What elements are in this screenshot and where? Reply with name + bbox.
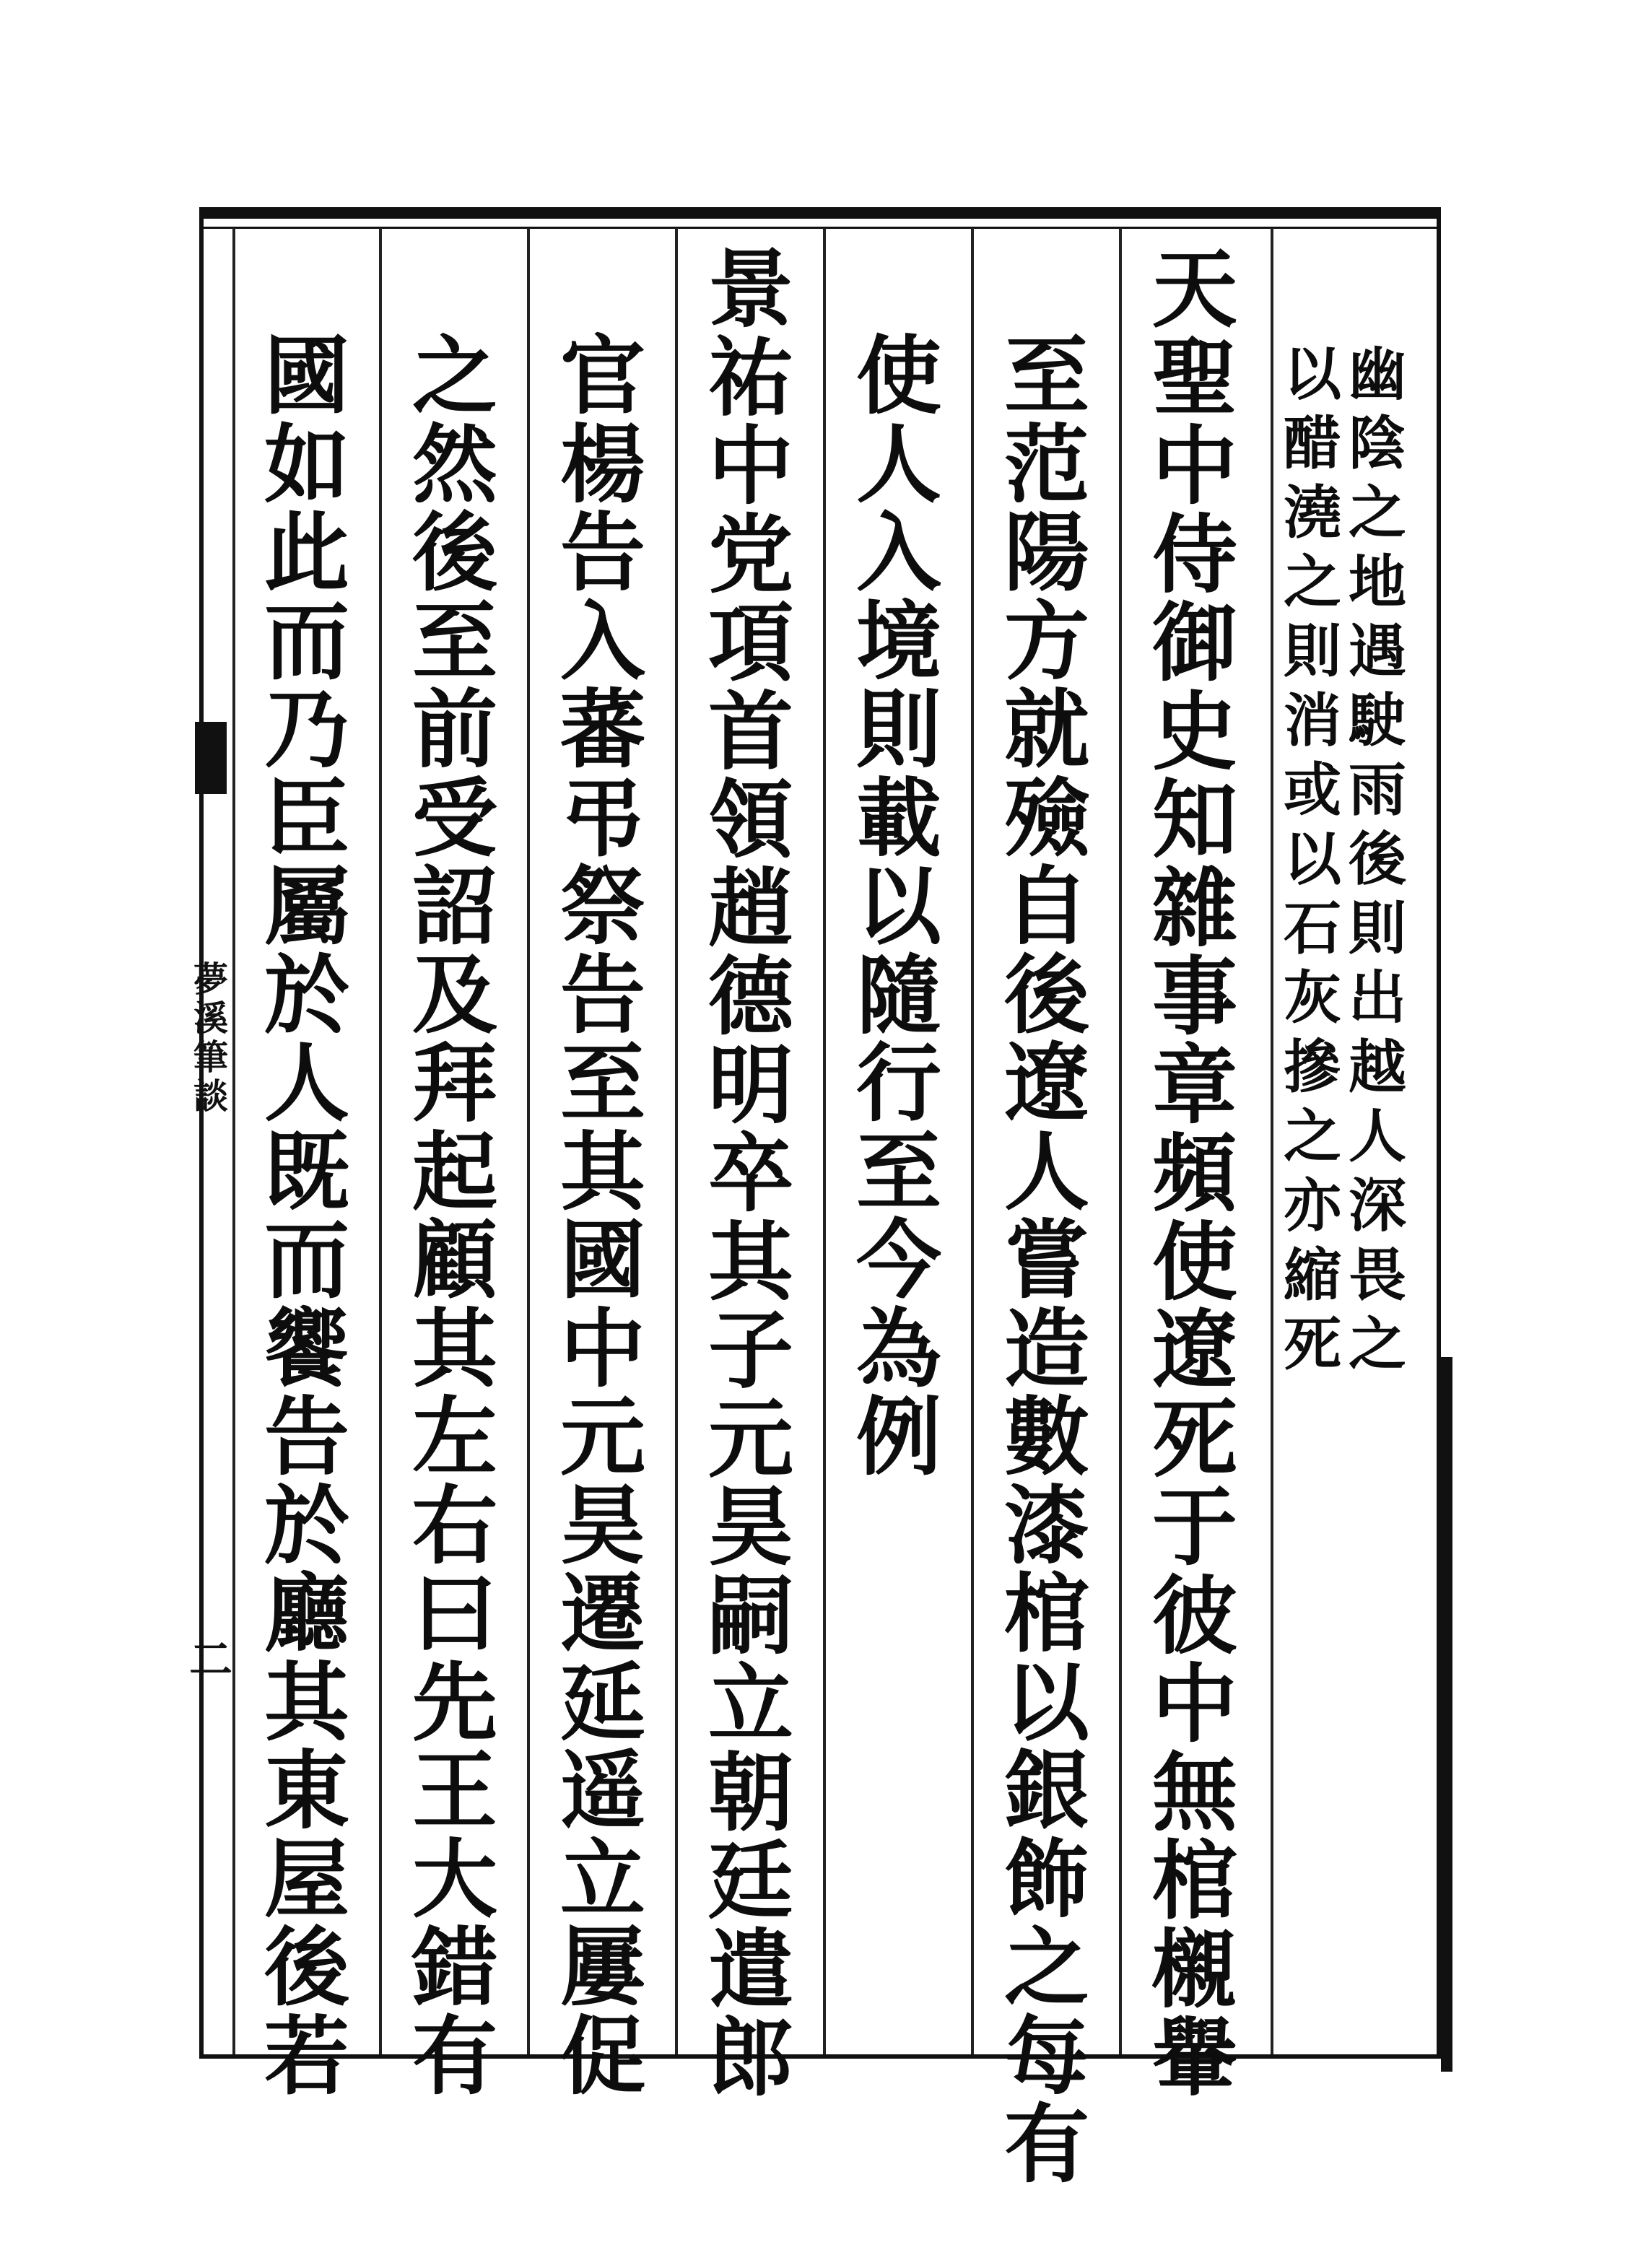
column-rule [232, 228, 235, 2054]
text-column-5: 官楊告入蕃弔祭告至其國中元昊遷延遥立屢促 [559, 326, 645, 2106]
column-rule [675, 228, 678, 2054]
note-column-1: 幽陰之地遇駛雨後則出越人深畏之 [1349, 340, 1406, 1378]
margin-fishtail-block [195, 722, 227, 794]
frame-right-shadow [1441, 1357, 1452, 2072]
column-rule [971, 228, 974, 2054]
frame-top-inner-line [199, 227, 1441, 229]
frame-left-border [199, 209, 204, 2057]
text-column-2: 至范陽方就殮自後遼人嘗造數漆棺以銀飾之每有 [1003, 326, 1089, 2194]
column-rule [823, 228, 826, 2054]
note-column-2: 以醋澆之則消或以石灰摻之亦縮死 [1284, 340, 1341, 1378]
margin-page-number: 二 [189, 1635, 232, 1685]
column-rule [1119, 228, 1122, 2054]
text-column-1: 天聖中侍御史知雜事章頻使遼死于彼中無棺櫬轝 [1151, 239, 1237, 2108]
frame-top-border [199, 207, 1441, 219]
text-column-4: 景祐中党項首領趙德明卒其子元昊嗣立朝廷遣郎 [707, 239, 793, 2108]
text-column-3: 使人入境則載以隨行至今為例 [855, 326, 941, 1487]
text-column-6: 之然後至前受詔及拜起顧其左右曰先王大錯有 [411, 326, 497, 2106]
text-column-7: 國如此而乃臣屬於人既而饗告於廳其東屋後若 [263, 326, 349, 2106]
column-rule [379, 228, 382, 2054]
column-rule [527, 228, 530, 2054]
margin-book-title: 夢溪筆談 [193, 959, 228, 1117]
frame-bottom-border [199, 2054, 1441, 2059]
column-rule [1271, 228, 1273, 2054]
